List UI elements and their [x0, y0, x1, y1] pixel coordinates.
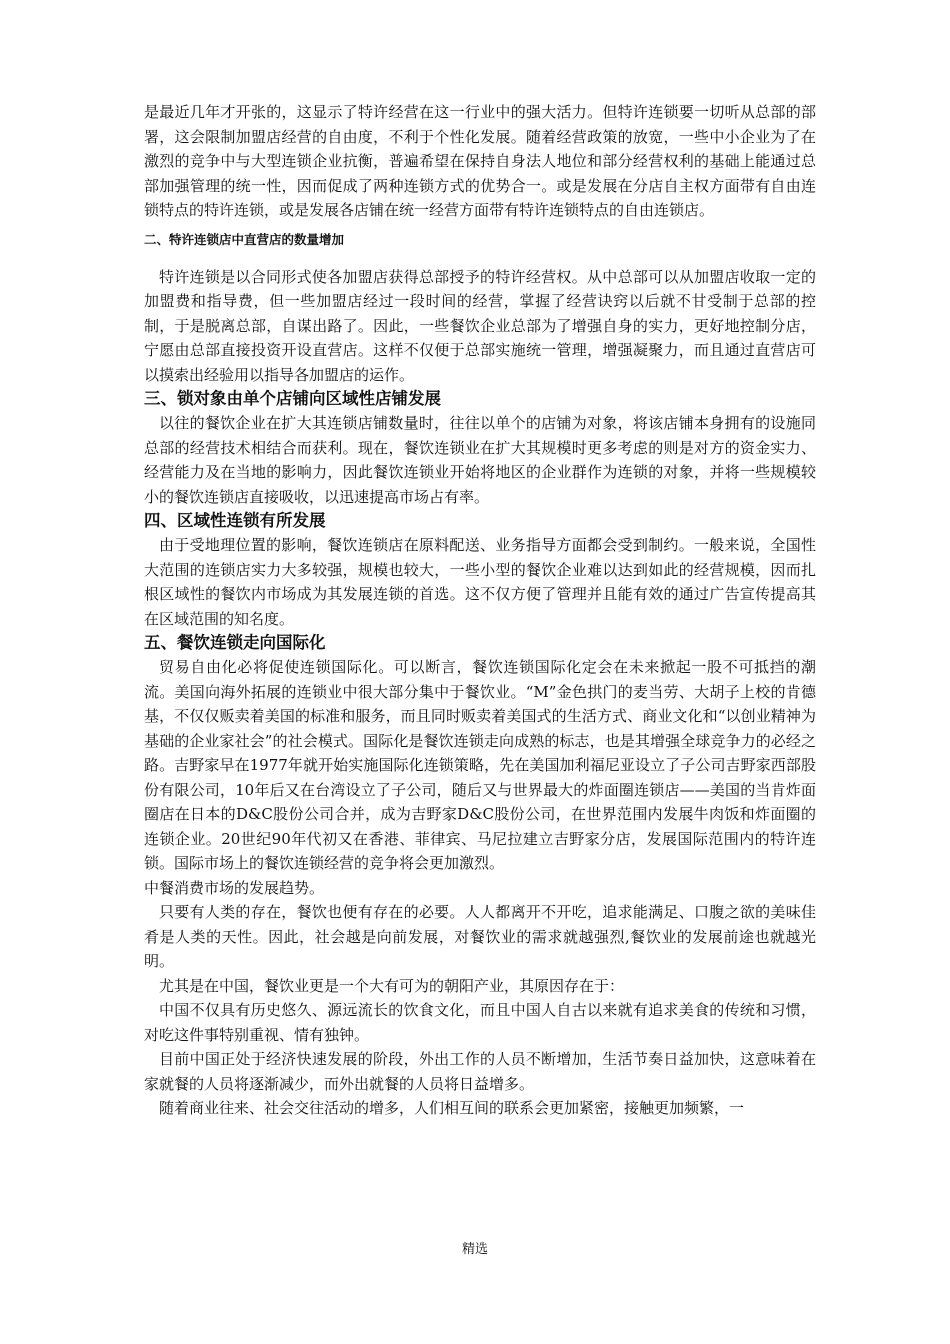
paragraph-6: 中餐消费市场的发展趋势。 — [144, 878, 325, 897]
section-heading-3: 三、锁对象由单个店铺向区域性店铺发展 — [144, 389, 441, 408]
paragraph-5: 贸易自由化必将促使连锁国际化。可以断言，餐饮连锁国际化定会在未来掀起一股不可抵挡的潮流。美国向海外拓展的连锁业中很大部分集中于餐饮业。“M”金色拱门的麦当劳、大胡子上校的肯德基，不仅仅贩卖着美国的标准和服务，而且同时贩卖着美国式的生活方式、商业文化和“以创业精神为基础的企业家社会”的社会模式。国际化是餐饮连锁走向成熟的标志，也是其增强全球竞争力的必经之路。吉野家早在1977年就开始实施国际化连锁策略，先在美国加利福尼亚设立了子公司吉野家西部股份有限公司，10年后又在台湾设立了子公司，随后又与世界最大的炸面圈连锁店——美国的当肯炸面圈店在日本的D&C股份公司合并，成为吉野家D&C股份公司，在世界范围内发展牛肉饭和炸面圈的连锁企业。20世纪90年代初又在香港、菲律宾、马尼拉建立吉野家分店，发展国际范围内的特许连锁。国际市场上的餐饮连锁经营的竞争将会更加激烈。 — [144, 658, 816, 872]
paragraph-4: 由于受地理位置的影响，餐饮连锁店在原料配送、业务指导方面都会受到制约。一般来说，全国性大范围的连锁店实力大多较强，规模也较大，一些小型的餐饮企业难以达到如此的经营规模，因而扎根区域性的餐饮内市场成为其发展连锁的首选。这不仅方便了管理并且能有效的通过广告宣传提高其在区域范围的知名度。 — [144, 536, 816, 628]
paragraph-11: 随着商业往来、社会交往活动的增多，人们相互间的联系会更加紧密，接触更加频繁，一 — [159, 1099, 745, 1117]
paragraph-9: 中国不仅具有历史悠久、源远流长的饮食文化，而且中国人自古以来就有追求美食的传统和习惯，对吃这件事特别重视、情有独钟。 — [144, 1001, 816, 1044]
paragraph-2: 特许连锁是以合同形式使各加盟店获得总部授予的特许经营权。从中总部可以从加盟店收取一定的加盟费和指导费，但一些加盟店经过一段时间的经营，掌握了经营诀窍以后就不甘受制于总部的控制，于是脱离总部，自谋出路了。因此，一些餐饮企业总部为了增强自身的实力，更好地控制分店，宁愿由总部直接投资开设直营店。这样不仅便于总部实施统一管理，增强凝聚力，而且通过直营店可以摸索出经验用以指导各加盟店的运作。 — [144, 267, 816, 384]
paragraph-1: 是最近几年才开张的，这显示了特许经营在这一行业中的强大活力。但特许连锁要一切听从总部的部署，这会限制加盟店经营的自由度，不利于个性化发展。随着经营政策的放宽，一些中小企业为了在激烈的竞争中与大型连锁企业抗衡，普遍希望在保持自身法人地位和部分经营权利的基础上能通过总部加强管理的统一性，因而促成了两种连锁方式的优势合一。或是发展在分店自主权方面带有自由连锁特点的特许连锁，或是发展各店铺在统一经营方面带有特许连锁特点的自由连锁店。 — [144, 103, 816, 219]
page-footer: 精选 — [461, 1242, 488, 1257]
section-heading-5: 五、餐饮连锁走向国际化 — [144, 633, 326, 652]
paragraph-7: 只要有人类的存在，餐饮也便有存在的必要。人人都离开不开吃，追求能满足、口腹之欲的美味佳肴是人类的天性。因此，社会越是向前发展，对餐饮业的需求就越强烈,餐饮业的发展前途也就越光明。 — [144, 903, 816, 970]
paragraph-3: 以往的餐饮企业在扩大其连锁店铺数量时，往往以单个的店铺为对象，将该店铺本身拥有的设施同总部的经营技术相结合而获利。现在，餐饮连锁业在扩大其规模时更多考虑的则是对方的资金实力、经营能力及在当地的影响力，因此餐饮连锁业开始将地区的企业群作为连锁的对象，并将一些规模较小的餐饮连锁店直接吸收，以迅速提高市场占有率。 — [144, 414, 816, 506]
section-heading-4: 四、区域性连锁有所发展 — [144, 511, 326, 530]
document-body — [144, 100, 816, 1121]
section-heading-2: 二、特许连锁店中直营店的数量增加 — [144, 231, 345, 247]
paragraph-10: 目前中国正处于经济快速发展的阶段，外出工作的人员不断增加，生活节奏日益加快，这意味着在家就餐的人员将逐渐减少，而外出就餐的人员将日益增多。 — [144, 1050, 816, 1093]
paragraph-8: 尤其是在中国，餐饮业更是一个大有可为的朝阳产业，其原因存在于： — [159, 976, 625, 995]
